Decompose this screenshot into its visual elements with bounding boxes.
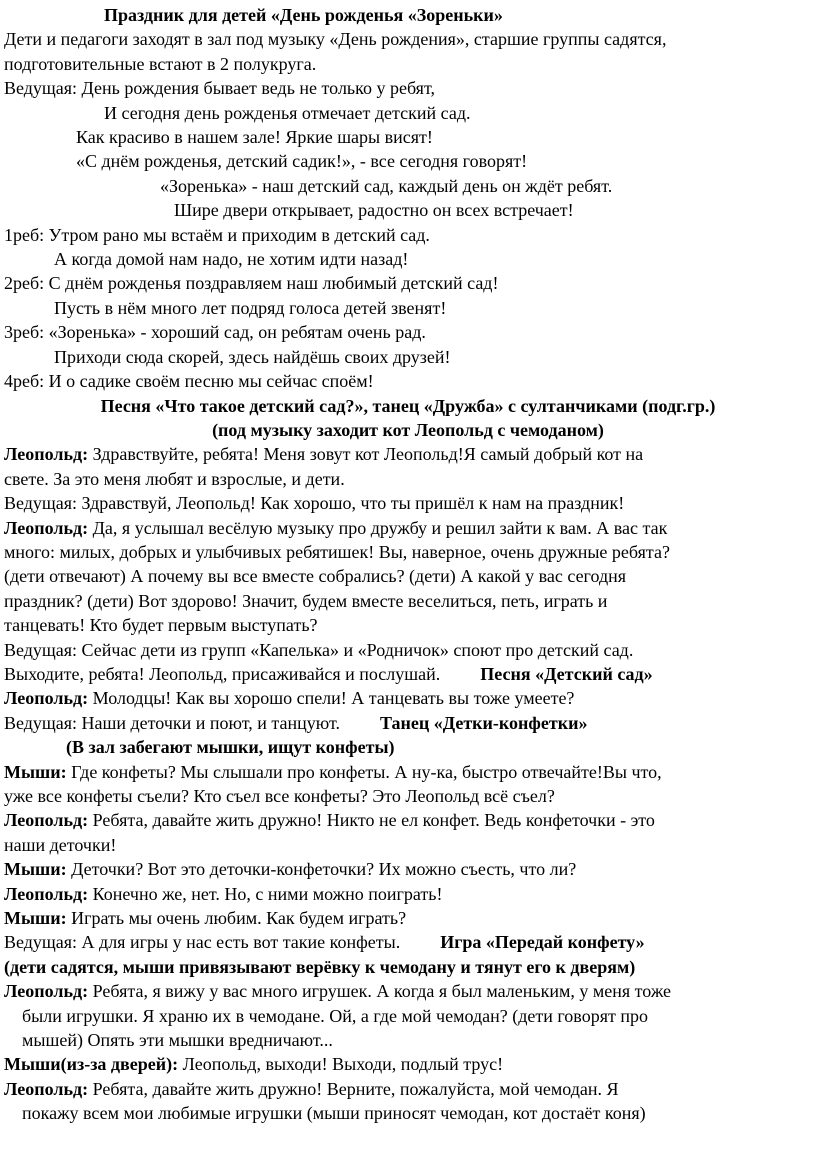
speaker-label: Леопольд: [4,1078,89,1099]
dialogue-line [4,979,812,1003]
child-verse-line: 2реб: С днём рожденья поздравляем наш любимый детский сад! [4,273,499,294]
dialogue-line: наши деточки! [4,834,117,855]
dialogue-line [4,882,812,906]
dialogue-text: Ребята, я вижу у вас много игрушек. А когда я был маленьким, у меня тоже [92,981,672,1002]
dialogue-text: Леопольд, выходи! Выходи, подлый трус! [182,1054,504,1075]
speaker-label: Леопольд: [4,444,89,465]
child-verse-line: 1реб: Утром рано мы встаём и приходим в детский сад. [4,224,430,245]
intro-line: подготовительные встают в 2 полукруга. [4,53,317,74]
dialogue-line: свете. За это меня любят и взрослые, и дети. [4,468,345,489]
dialogue-line [4,930,812,954]
speaker-label: Мыши: [4,859,67,880]
dialogue-line: Ведущая: Сейчас дети из групп «Капелька» и «Родничок» споют про детский сад. [4,639,634,660]
child-verse-line: Приходи сюда скорей, здесь найдёшь своих друзей! [54,346,451,367]
game-heading: Игра «Передай конфету» [440,932,645,953]
stage-direction-mice: (В зал забегают мышки, ищут конфеты) [66,737,395,758]
song-heading: Песня «Детский сад» [480,663,653,684]
host-poem-line: Как красиво в нашем зале! Яркие шары висят! [76,127,433,148]
host-poem-line: Шире двери открывает, радостно он всех встречает! [174,200,574,221]
stage-direction-song: Песня «Что такое детский сад?», танец «Дружба» с султанчиками (подг.гр.) [100,395,716,416]
intro-line: Дети и педагоги заходят в зал под музыку «День рождения», старшие группы садятся, [4,29,667,50]
dialogue-line [4,760,812,784]
dialogue-line [4,1077,812,1101]
child-verse-line: 3реб: «Зоренька» - хороший сад, он ребятам очень рад. [4,322,426,343]
dialogue-text: Деточки? Вот это деточки-конфеточки? Их можно съесть, что ли? [71,859,577,880]
dialogue-line: (дети отвечают) А почему вы все вместе собрались? (дети) А какой у вас сегодня [4,566,627,587]
stage-direction-entrance: (под музыку заходит кот Леопольд с чемоданом) [212,419,604,440]
dialogue-text: Здравствуйте, ребята! Меня зовут кот Леопольд!Я самый добрый кот на [92,444,644,465]
dialogue-line: покажу всем мои любимые игрушки (мыши приносят чемодан, кот достаёт коня) [22,1103,646,1124]
dialogue-line: были игрушки. Я храню их в чемодане. Ой, а где мой чемодан? (дети говорят про [22,1005,648,1026]
speaker-label: Леопольд: [4,981,89,1002]
speaker-label: Мыши: [4,908,67,929]
host-poem-line: «Зоренька» - наш детский сад, каждый день он ждёт ребят. [160,175,613,196]
dialogue-line: много: милых, добрых и улыбчивых ребятишек! Вы, наверное, очень дружные ребята? [4,541,670,562]
speaker-label: Мыши: [4,761,67,782]
speaker-label: Леопольд: [4,810,89,831]
speaker-label: Леопольд: [4,517,89,538]
speaker-label: Леопольд: [4,883,89,904]
dialogue-text: Играть мы очень любим. Как будем играть? [71,908,407,929]
dialogue-line [4,808,812,832]
host-poem-line: «С днём рожденья, детский садик!», - все сегодня говорят! [76,151,528,172]
child-verse-line: Пусть в нём много лет подряд голоса детей звенят! [54,297,447,318]
dialogue-text: Ведущая: А для игры у нас есть вот такие конфеты. [4,932,401,953]
dialogue-line: праздник? (дети) Вот здорово! Значит, будем вместе веселиться, петь, играть и [4,590,608,611]
host-poem-line: Ведущая: День рождения бывает ведь не только у ребят, [4,78,435,99]
dialogue-line [4,857,812,881]
dialogue-text: Молодцы! Как вы хорошо спели! А танцевать вы тоже умеете? [92,688,575,709]
dialogue-text: Где конфеты? Мы слышали про конфеты. А ну-ка, быстро отвечайте!Вы что, [71,761,662,782]
dialogue-line [4,906,812,930]
dialogue-line [4,662,812,686]
host-poem-line: И сегодня день рожденья отмечает детский сад. [104,102,471,123]
document-title: Праздник для детей «День рожденья «Зореньки» [104,5,503,25]
dialogue-line [4,711,812,735]
dialogue-line [4,442,812,466]
dialogue-line [4,1052,812,1076]
child-verse-line: 4реб: И о садике своём песню мы сейчас споём! [4,371,374,392]
dialogue-line: танцевать! Кто будет первым выступать? [4,615,318,636]
dialogue-text: Да, я услышал весёлую музыку про дружбу и решил зайти к вам. А вас так [92,517,668,538]
child-verse-line: А когда домой нам надо, не хотим идти назад! [54,249,409,270]
dialogue-line: уже все конфеты съели? Кто съел все конфеты? Это Леопольд всё съел? [4,786,555,806]
dialogue-line: Ведущая: Здравствуй, Леопольд! Как хорошо, что ты пришёл к нам на праздник! [4,493,625,514]
dialogue-line [4,686,812,710]
speaker-label: Мыши(из-за дверей): [4,1054,179,1075]
dialogue-text: Ребята, давайте жить дружно! Никто не ел конфет. Ведь конфеточки - это [92,810,655,831]
dialogue-line: мышей) Опять эти мышки вредничают... [22,1030,333,1051]
stage-direction-suitcase: (дети садятся, мыши привязывают верёвку к чемодану и тянут его к дверям) [4,956,636,977]
dialogue-text: Выходите, ребята! Леопольд, присаживайся и послушай. [4,663,441,684]
dance-heading: Танец «Детки-конфетки» [379,712,588,733]
dialogue-text: Конечно же, нет. Но, с ними можно поиграть! [92,883,443,904]
dialogue-text: Ребята, давайте жить дружно! Верните, пожалуйста, мой чемодан. Я [92,1078,619,1099]
speaker-label: Леопольд: [4,688,89,709]
dialogue-text: Ведущая: Наши деточки и поют, и танцуют. [4,712,340,733]
dialogue-line [4,516,812,540]
